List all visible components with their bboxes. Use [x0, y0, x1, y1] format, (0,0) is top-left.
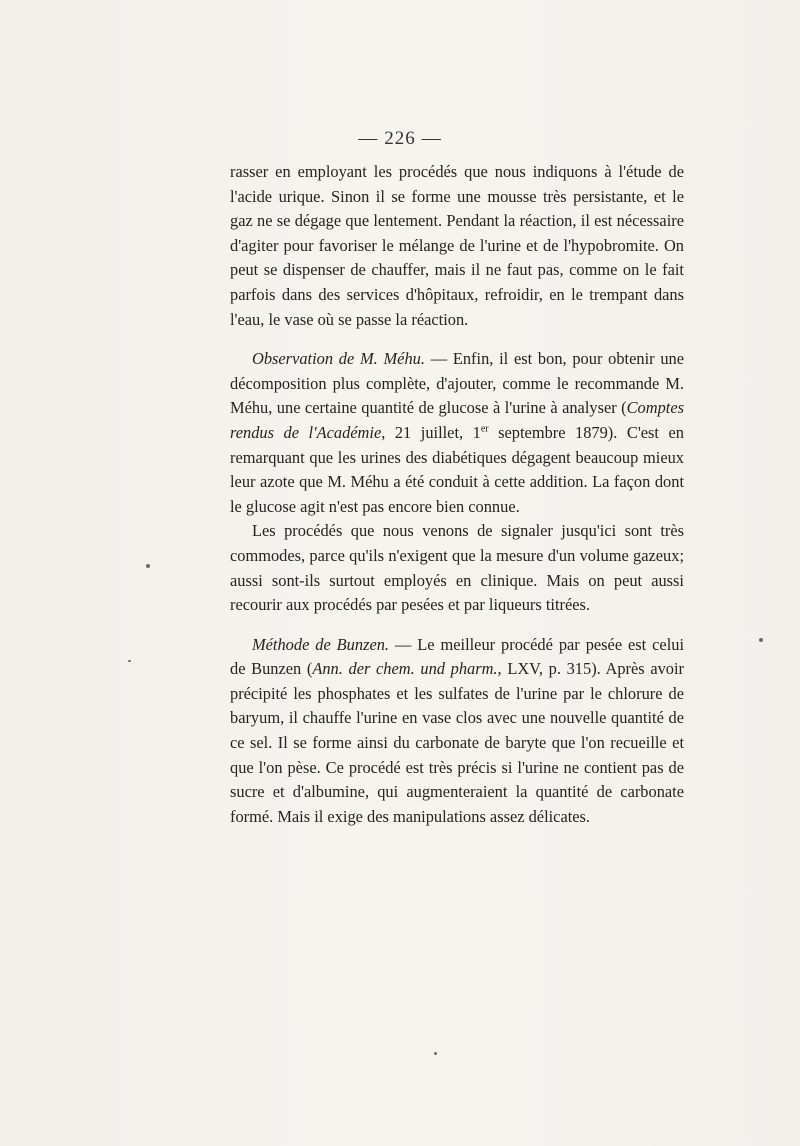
body-text: [230, 160, 684, 829]
paragraph-text: , LXV, p. 315). Après avoir précipité les phosphates et les sulfates de l'urine par le chlorure de baryum, il chauffe l'urine en vase clos avec une nouvelle quantité de ce sel. Il se forme ainsi du carbonate de baryte que l'on recueille et que l'on pèse. Ce procédé est très précis si l'urine ne contient pas de sucre et d'albumine, qui augmenteraient la quantité de carbonate formé. Mais il exige des manipulations assez délicates.: [230, 659, 685, 826]
folio-dash-left: —: [358, 128, 379, 149]
ordinal-superscript: er: [480, 423, 489, 435]
paragraph-text: septembre 1879). C'est en remarquant que les urines des diabétiques dégagent beaucoup mieux leur azote que M. Méhu a été conduit à cette addition. La façon dont le glucose agit n'est pas encore bien connue.: [230, 422, 684, 516]
ink-speck: [146, 564, 150, 568]
paragraph-text: Enfin, il est bon, pour obtenir une décomposition plus complète, d'ajouter, comme le recommande M. Méhu, une certaine quantité de glucose à l'urine à analyser (: [230, 349, 685, 418]
paragraph-continuation: rasser en employant les procédés que nous indiquons à l'étude de l'acide urique. Sinon il se forme une mousse très persistante, et le gaz ne se dégage que lentement. Pendant la réaction, il est nécessaire d'agiter pour favoriser le mélange de l'urine et de l'hypobromite. On peut se dispenser de chauffer, mais il ne faut pas, comme on le fait parfois dans des services d'hôpitaux, refroidir, en le trempant dans l'eau, le vase où se passe la réaction.: [230, 162, 684, 329]
ink-speck: [128, 660, 131, 662]
ink-speck: [434, 1052, 437, 1055]
section-heading-bunzen: Méthode de Bunzen.: [252, 634, 390, 654]
folio-dash-right: —: [421, 128, 442, 149]
paragraph-procedes: Les procédés que nous venons de signaler jusqu'ici sont très commodes, parce qu'ils n'exigent que la mesure d'un volume gazeux; aussi sont-ils surtout employés en clinique. Mais on peut aussi recourir aux procédés par pesées et par liqueurs titrées.: [230, 521, 684, 615]
heading-dash: —: [389, 634, 418, 654]
paragraph-observation-mehu: [230, 347, 684, 519]
citation-title: Ann. der chem. und pharm.: [312, 659, 498, 679]
citation-title: Comptes rendus de l'Académie: [230, 398, 684, 442]
section-heading-observation: Observation de M. Méhu.: [252, 349, 425, 369]
folio-number: 226: [384, 128, 416, 149]
ink-speck: [759, 638, 763, 642]
paragraph-methode-bunzen: [230, 633, 684, 830]
paragraph-text: Le meilleur procédé par pesée est celui de Bunzen (: [230, 634, 685, 679]
paragraph-text: , 21 juillet, 1: [381, 422, 481, 442]
page-number: [0, 128, 800, 150]
heading-dash: —: [424, 349, 453, 369]
